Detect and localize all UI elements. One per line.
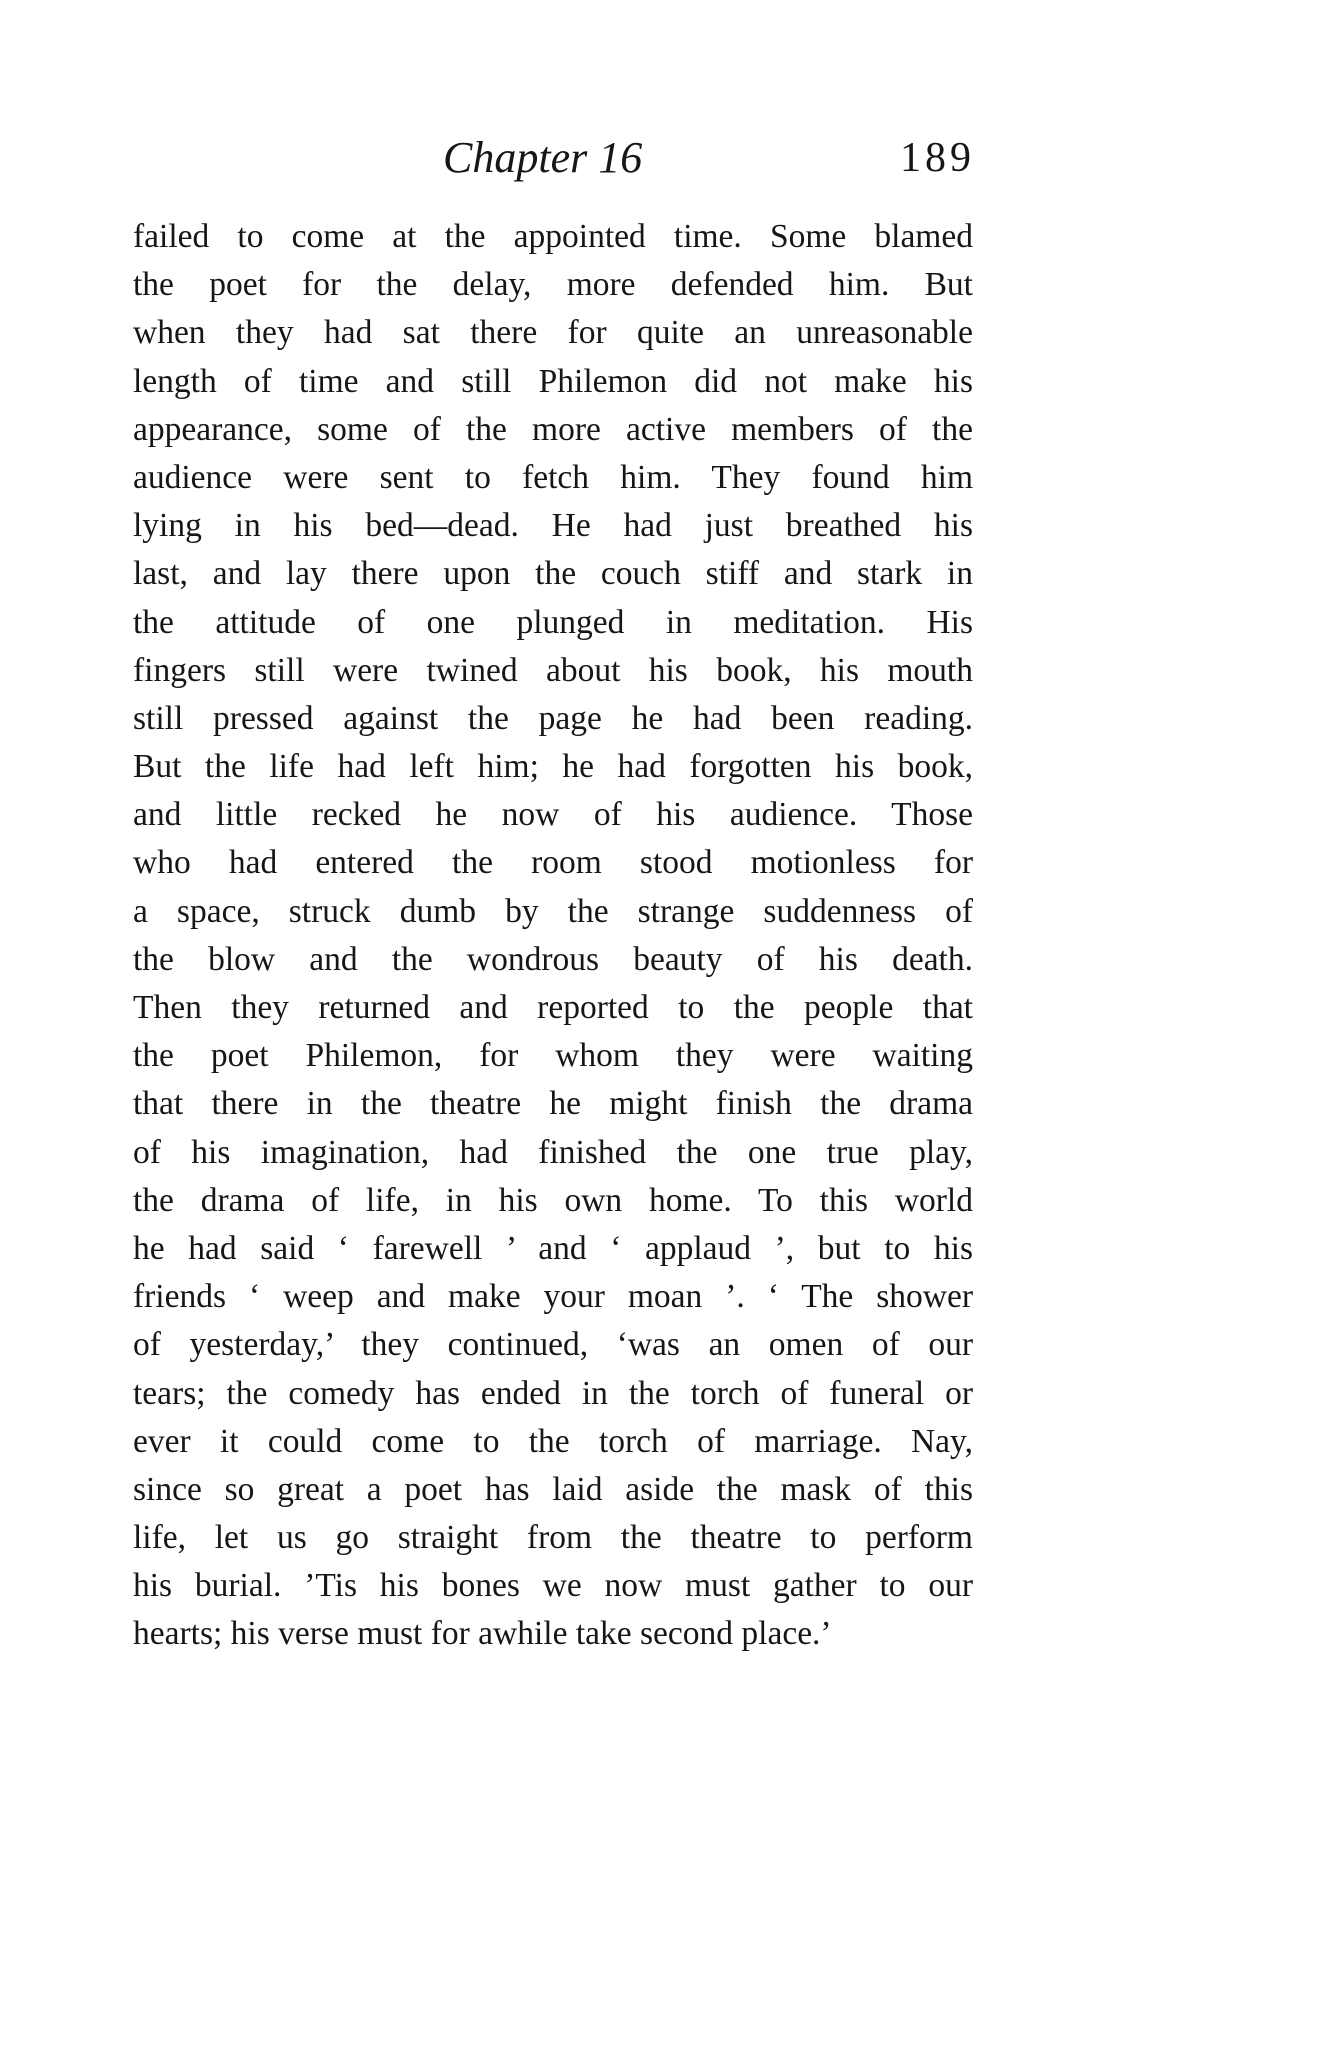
text-line: his burial. ’Tis his bones we now must gather to our: [133, 1567, 973, 1605]
text-line: lying in his bed—dead. He had just breathed his: [133, 507, 973, 545]
text-line: life, let us go straight from the theatre to perform: [133, 1519, 973, 1557]
text-line: friends ‘ weep and make your moan ’. ‘ The shower: [133, 1278, 973, 1316]
text-line: since so great a poet has laid aside the mask of this: [133, 1470, 973, 1508]
text-line: length of time and still Philemon did not make his: [133, 362, 973, 400]
text-line: last, and lay there upon the couch stiff and stark in: [133, 555, 973, 593]
text-line: who had entered the room stood motionless for: [133, 844, 973, 882]
text-line: the attitude of one plunged in meditation. His: [133, 603, 973, 641]
chapter-title: Chapter 16: [443, 133, 643, 182]
text-line: a space, struck dumb by the strange suddenness of: [133, 892, 973, 930]
text-line: failed to come at the appointed time. Some blamed: [133, 218, 973, 255]
text-line: Then they returned and reported to the people that: [133, 989, 973, 1026]
text-line: appearance, some of the more active members of the: [133, 410, 973, 448]
text-line: But the life had left him; he had forgotten his book,: [133, 748, 973, 786]
text-line: the blow and the wondrous beauty of his death.: [133, 940, 973, 978]
text-line: when they had sat there for quite an unreasonable: [133, 314, 973, 352]
text-line: he had said ‘ farewell ’ and ‘ applaud ’, but to his: [133, 1229, 973, 1267]
text-line: hearts; his verse must for awhile take second place.’: [133, 1615, 832, 1653]
text-line: the poet Philemon, for whom they were waiting: [133, 1037, 973, 1075]
running-head: [133, 128, 975, 188]
text-line: the drama of life, in his own home. To this world: [133, 1181, 973, 1219]
page-number: 189: [900, 135, 975, 181]
text-line: of his imagination, had finished the one true play,: [133, 1133, 973, 1171]
text-line: the poet for the delay, more defended him. But: [133, 266, 973, 304]
body-text: [133, 213, 973, 1659]
text-line: still pressed against the page he had been reading.: [133, 699, 973, 737]
text-line: that there in the theatre he might finish the drama: [133, 1085, 973, 1123]
text-line: ever it could come to the torch of marriage. Nay,: [133, 1422, 973, 1460]
text-line: and little recked he now of his audience. Those: [133, 796, 973, 834]
text-line: tears; the comedy has ended in the torch of funeral or: [133, 1374, 973, 1412]
text-line: audience were sent to fetch him. They found him: [133, 458, 973, 496]
text-line: fingers still were twined about his book, his mouth: [133, 651, 973, 689]
text-line: of yesterday,’ they continued, ‘was an omen of our: [133, 1326, 973, 1364]
